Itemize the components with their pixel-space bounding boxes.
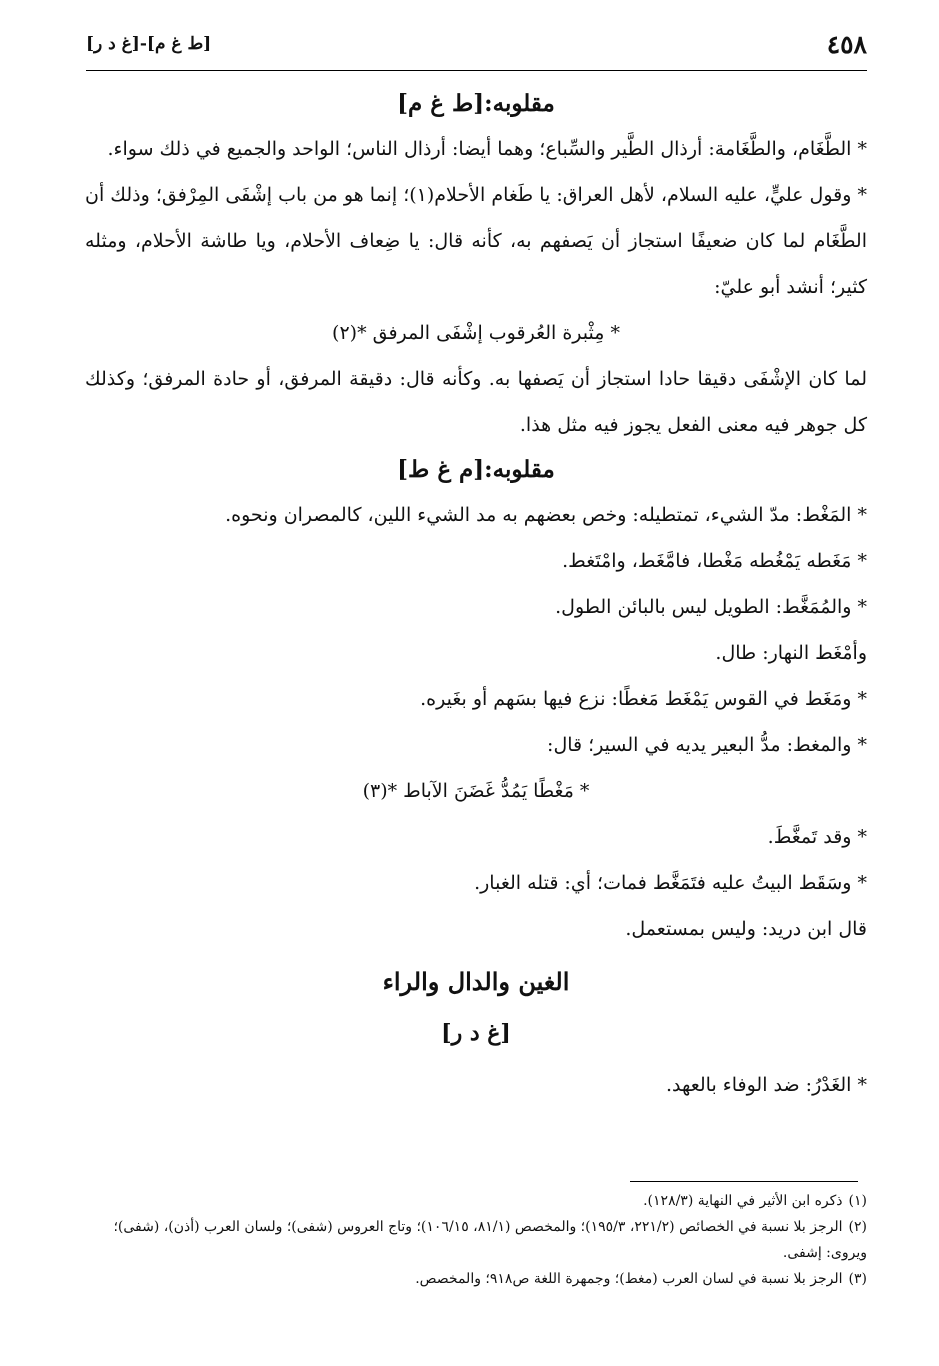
letters-heading: الغين والدال والراء [382, 967, 570, 996]
entry-paragraph: * وقد تَمغَّطَ. [767, 826, 867, 848]
running-head [86, 28, 867, 68]
entry-paragraph: * وقول عليٍّ، عليه السلام، لأهل العراق: يا طَغام الأحلام(١)؛ إنما هو من باب إشْفَى المِرْفق؛ وذلك أن الطَّغَام لما كان ضعيفًا استجاز أن يَصفهم به، كأنه قال: يا ضِعاف الأحلام، ويا طاشة الأحلام، ومثله كثير؛ أنشد أبو عليّ: [85, 184, 867, 298]
footnote [85, 1214, 867, 1266]
root-marker: [ط غ م]-[غ د ر] [86, 34, 212, 54]
footnote [85, 1266, 867, 1292]
entry-paragraph: وأمْغَط النهار: طال. [715, 642, 867, 664]
footnote-number: (٢) [848, 1219, 867, 1235]
entry-paragraph: * الغَدْرُ: ضد الوفاء بالعهد. [665, 1074, 867, 1096]
entry-paragraph: قال ابن دريد: وليس بمستعمل. [625, 918, 867, 940]
footnote-number: (٣) [848, 1271, 867, 1287]
footnote-text: الرجز بلا نسبة في الخصائص (٢٢١/٢، ١٩٥/٣)؛ والمخصص (٨١/١، ١٠٦/١٥)؛ وتاج العروس (شفى)؛ ولسان العرب (أذن)، (شفى)؛ ويروى: إشفى. [113, 1219, 867, 1261]
section-heading: مقلوبه:[م غ ط] [397, 456, 555, 483]
page-number: ٤٥٨ [826, 30, 867, 59]
section-heading: مقلوبه:[ط غ م] [397, 90, 555, 117]
entry-paragraph: * المَغْط: مدّ الشيء، تمتطيله: وخص بعضهم به مد الشيء اللين، كالمصران ونحوه. [225, 504, 867, 526]
entry-paragraph: * ومَغَط في القوس يَمْغَط مَغطًا: نزع فيها بسَهم أو بغَيره. [420, 688, 867, 710]
footnote-text: ذكره ابن الأثير في النهاية (١٢٨/٣). [643, 1193, 843, 1209]
entry-paragraph: * والمُمَغَّط: الطويل ليس بالبائن الطول. [555, 596, 867, 618]
entry-paragraph: * والمغط: مدُّ البعير يديه في السير؛ قال: [547, 734, 867, 756]
verse-line: * مَغْطًا يَمُدُّ غَضَنَ الآباط *(٣) [362, 780, 590, 802]
footnote-number: (١) [848, 1193, 867, 1209]
header-rule [86, 70, 867, 71]
root-heading: [غ د ر] [441, 1020, 511, 1046]
entry-paragraph: * الطَّغَام، والطَّغَامة: أرذال الطَّير والسِّباع؛ وهما أيضا: أرذال الناس؛ الواحد والجميع في ذلك سواء. [107, 138, 867, 160]
page-body [85, 82, 867, 1108]
footnotes [85, 1188, 867, 1292]
entry-paragraph: لما كان الإشْفَى دقيقا حادا استجاز أن يَصفها به. وكأنه قال: دقيقة المرفق، أو حادة المرفق؛ وكذلك كل جوهر فيه معنى الفعل يجوز فيه مثل هذا. [85, 368, 867, 436]
footnote [85, 1188, 867, 1214]
entry-paragraph: * وسَقَط البيتُ عليه فتَمَغَّط فمات؛ أي: قتله الغبار. [474, 872, 867, 894]
entry-paragraph: * مَغَطه يَمْغُطه مَغْطا، فامَّغَط، وامْتَغط. [562, 550, 867, 572]
footnote-text: الرجز بلا نسبة في لسان العرب (مغط)؛ وجمهرة اللغة ص٩١٨؛ والمخصص. [415, 1271, 843, 1287]
verse-line: * مِثْبرة العُرقوب إشْفَى المرفق *(٢) [332, 322, 620, 344]
footnote-rule [630, 1181, 858, 1182]
